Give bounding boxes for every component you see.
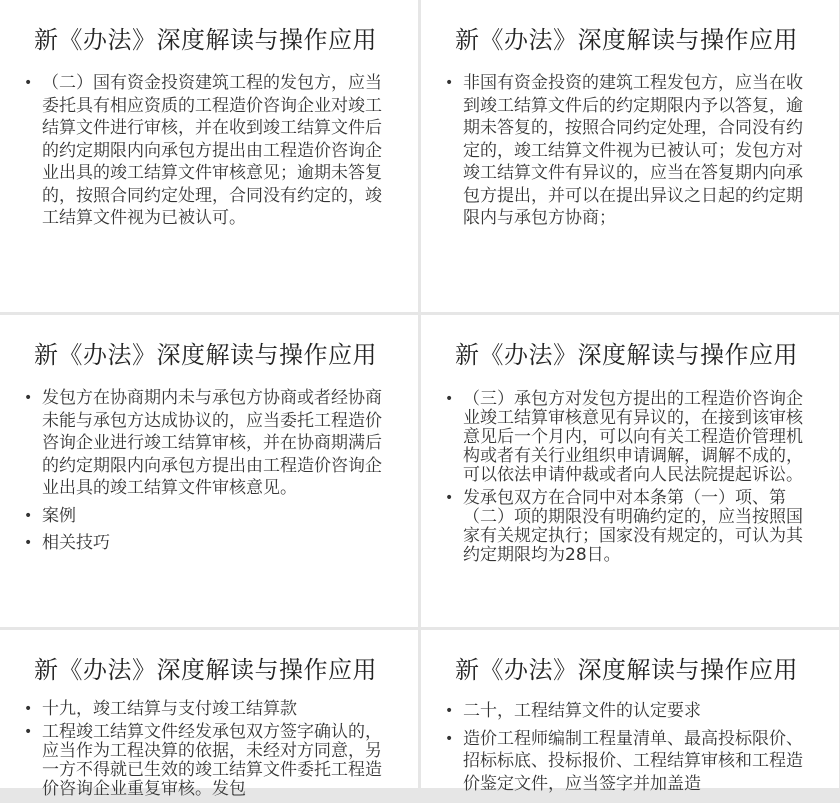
bullet-item: • 相关技巧 <box>42 532 382 555</box>
slide-title: 新《办法》深度解读与操作应用 <box>34 656 377 684</box>
bullet-list <box>443 700 803 800</box>
bullet-item: • （二）国有资金投资建筑工程的发包方，应当委托具有相应资质的工程造价咨询企业对竣工结算文件进行审核，并在收到竣工结算文件后的约定期限内向承包方提出由工程造价咨询企业出具的竣工结算文件审核意见；逾期未答复的，按照合同约定处理，合同没有约定的，竣工结算文件视为已被认可。 <box>42 72 382 230</box>
slide-title: 新《办法》深度解读与操作应用 <box>34 26 377 54</box>
bullet-item: • 非国有资金投资的建筑工程发包方，应当在收到竣工结算文件后的约定期限内予以答复，逾期未答复的，按照合同约定处理，合同没有约定的，竣工结算文件视为已被认可；发包方对竣工结算文件有异议的，应当在答复期内向承包方提出，并可以在提出异议之日起的约定期限内与承包方协商； <box>463 72 803 230</box>
bullet-item: • 二十，工程结算文件的认定要求 <box>463 700 803 723</box>
slide-5[interactable] <box>0 630 418 799</box>
bullet-item: • 发包方在协商期内未与承包方协商或者经协商未能与承包方达成协议的，应当委托工程造价咨询企业进行竣工结算审核，并在协商期满后的约定期限内向承包方提出由工程造价咨询企业出具的竣工结算文件审核意见。 <box>42 387 382 500</box>
bullet-list <box>22 700 382 803</box>
slide-title: 新《办法》深度解读与操作应用 <box>455 26 798 54</box>
bullet-item: • （三）承包方对发包方提出的工程造价咨询企业竣工结算审核意见有异议的，在接到该审核意见后一个月内，可以向有关工程造价管理机构或者有关行业组织申请调解，调解不成的，可以依法申请仲裁或者向人民法院提起诉讼。 <box>463 390 803 485</box>
slide-4[interactable] <box>421 315 839 627</box>
bullet-list <box>22 72 382 235</box>
slide-title: 新《办法》深度解读与操作应用 <box>34 341 377 369</box>
bullet-item: • 造价工程师编制工程量清单、最高投标限价、招标标底、投标报价、工程结算审核和工程造价鉴定文件，应当签字并加盖造 <box>463 728 803 796</box>
slide-2[interactable] <box>421 0 839 312</box>
slide-title: 新《办法》深度解读与操作应用 <box>455 341 798 369</box>
bullet-item: • 案例 <box>42 505 382 528</box>
bullet-list <box>443 72 803 235</box>
slide-title: 新《办法》深度解读与操作应用 <box>455 656 798 684</box>
bullet-item: • 发承包双方在合同中对本条第（一）项、第（二）项的期限没有明确约定的，应当按照国家有关规定执行；国家没有规定的，可认为其约定期限均为28日。 <box>463 489 803 565</box>
bullet-list <box>22 387 382 560</box>
slide-6[interactable] <box>421 630 839 794</box>
slide-3[interactable] <box>0 315 418 627</box>
bullet-list <box>443 390 803 569</box>
slide-1[interactable] <box>0 0 418 312</box>
bullet-item: • 十九，竣工结算与支付竣工结算款 <box>42 700 382 719</box>
bullet-item: • 工程竣工结算文件经发承包双方签字确认的，应当作为工程决算的依据，未经对方同意，另一方不得就已生效的竣工结算文件委托工程造价咨询企业重复审核。发包 <box>42 723 382 799</box>
